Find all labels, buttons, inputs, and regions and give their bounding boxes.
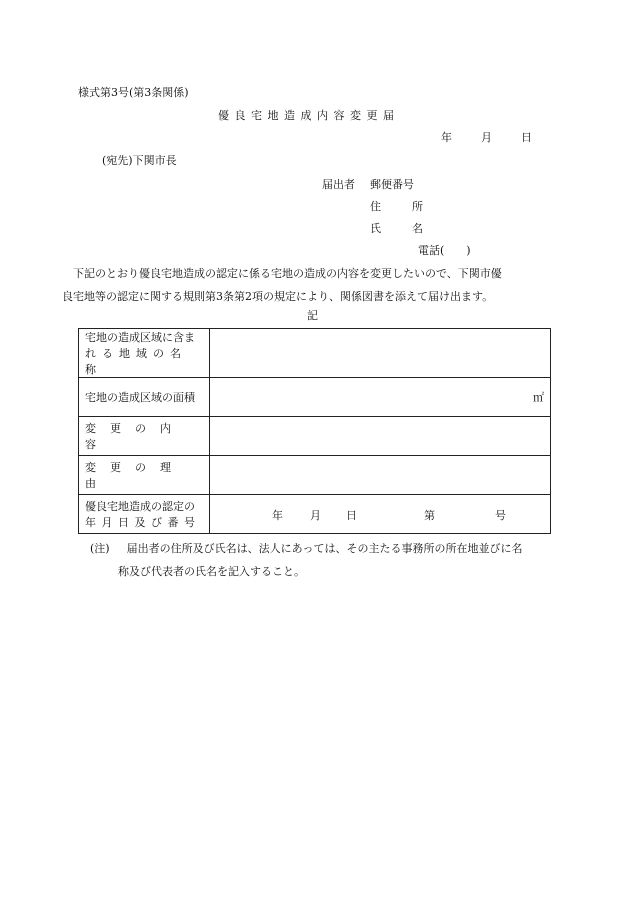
region-name-label-line1: 宅地の造成区域に含ま — [85, 331, 195, 344]
area-label: 宅地の造成区域の面積 — [79, 378, 210, 417]
change-content-label: 変更の内容 — [79, 417, 210, 456]
addressee: (宛先)下関市長 — [102, 154, 177, 167]
body-text — [62, 262, 552, 308]
cert-year: 年 — [272, 509, 283, 522]
table-row — [79, 329, 551, 378]
date-line — [441, 129, 532, 145]
change-content-field[interactable] — [210, 417, 551, 456]
date-day: 日 — [521, 131, 532, 144]
note-label: (注) — [90, 542, 110, 555]
region-name-label — [79, 329, 210, 378]
note-line-2: 称及び代表者の氏名を記入すること。 — [118, 565, 305, 578]
table-row — [79, 495, 551, 534]
area-unit: ㎡ — [533, 391, 544, 404]
date-year: 年 — [441, 131, 452, 144]
postal-code-label: 郵便番号 — [370, 178, 414, 191]
note-text-1: 届出者の住所及び氏名は、法人にあっては、その主たる事務所の所在地並びに名 — [126, 542, 523, 555]
table-row — [79, 417, 551, 456]
cert-dai: 第 — [424, 509, 435, 522]
phone-label: 電話( ) — [418, 244, 471, 257]
certification-field[interactable] — [210, 495, 551, 534]
region-name-field[interactable] — [210, 329, 551, 378]
table-row — [79, 378, 551, 417]
note-line-1 — [90, 537, 560, 560]
cert-month: 月 — [310, 509, 321, 522]
cert-go: 号 — [495, 509, 506, 522]
applicant-block — [322, 176, 522, 256]
area-field[interactable] — [210, 378, 551, 417]
certification-label-line1: 優良宅地造成の認定の — [85, 500, 195, 513]
region-name-label-line2: れる地域の名称 — [85, 347, 187, 376]
form-number: 様式第3号(第3条関係) — [78, 86, 189, 99]
document-title: 優良宅地造成内容変更届 — [218, 109, 400, 122]
record-heading: 記 — [307, 309, 318, 322]
certification-label-line2: 年月日及び番号 — [85, 516, 201, 529]
name-label: 氏 名 — [370, 222, 433, 235]
details-table — [78, 328, 551, 534]
date-month: 月 — [481, 131, 492, 144]
body-line-2: 良宅地等の認定に関する規則第3条第2項の規定により、関係図書を添えて届け出ます。 — [62, 290, 494, 303]
change-reason-field[interactable] — [210, 456, 551, 495]
certification-label — [79, 495, 210, 534]
cert-day: 日 — [346, 509, 357, 522]
applicant-label: 届出者 — [322, 178, 355, 191]
body-line-1: 下記のとおり優良宅地造成の認定に係る宅地の造成の内容を変更したいので、下関市優 — [73, 267, 502, 280]
change-reason-label: 変更の理由 — [79, 456, 210, 495]
note — [90, 537, 560, 583]
table-row — [79, 456, 551, 495]
address-label: 住 所 — [370, 200, 433, 213]
